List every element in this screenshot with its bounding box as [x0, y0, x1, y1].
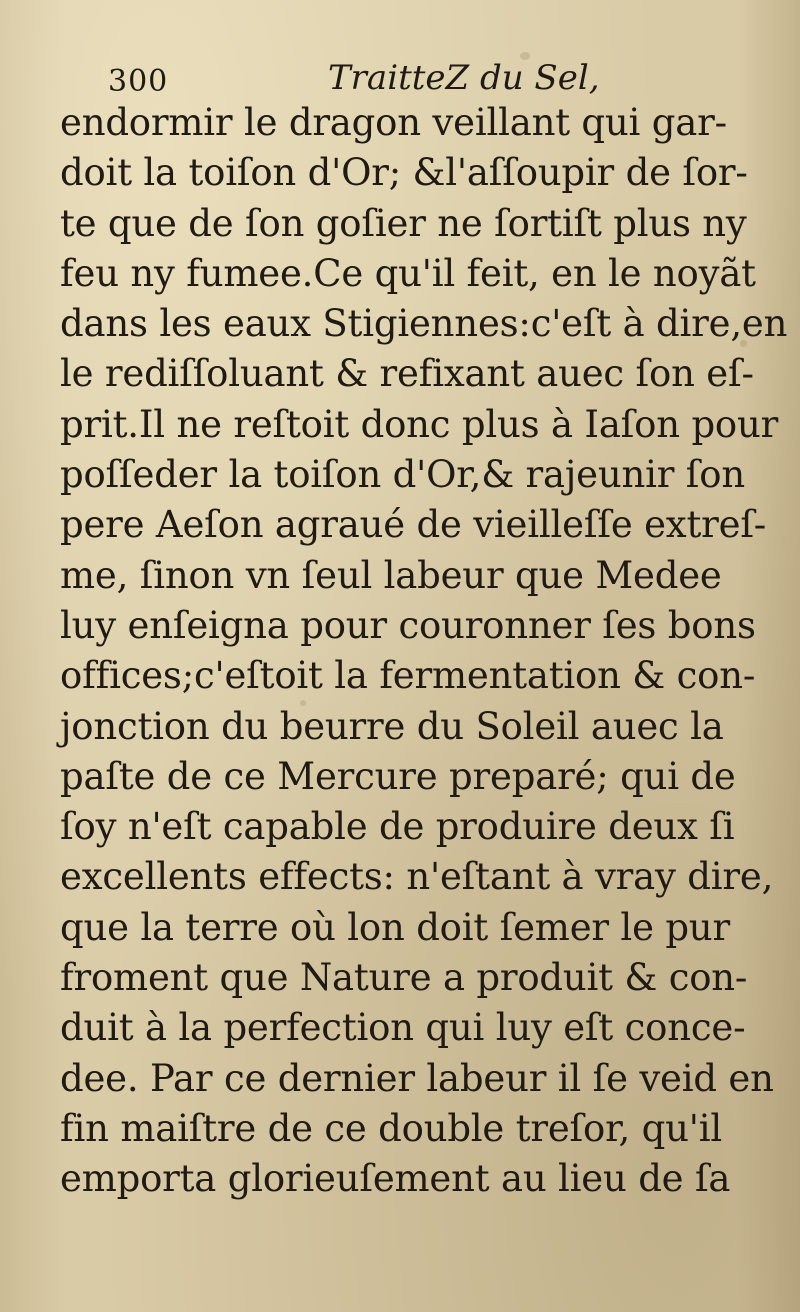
text-line: me, ſinon vn ſeul labeur que Medee — [60, 553, 722, 597]
text-line: froment que Nature a produit & con- — [60, 956, 748, 1000]
text-line: pere Aeſon agraué de vieilleſſe extreſ- — [60, 503, 767, 547]
page-header — [108, 58, 708, 102]
text-line: duit à la perfection qui luy eſt conce- — [60, 1006, 746, 1050]
text-line: endormir le dragon veillant qui gar- — [60, 101, 727, 144]
text-line: doit la toiſon d'Or; &l'aſſoupir de ſor- — [60, 151, 748, 195]
text-line: fin maiſtre de ce double treſor, qu'il — [60, 1106, 723, 1150]
body-text — [60, 98, 788, 1205]
text-line: ſoy n'eſt capable de produire deux ſi — [60, 805, 735, 849]
page-number: 300 — [108, 64, 169, 99]
text-line: dee. Par ce dernier labeur il ſe veid en — [60, 1056, 774, 1100]
text-line: luy enſeigna pour couronner ſes bons — [60, 603, 756, 647]
text-line: jonction du beurre du Soleil auec la — [60, 704, 724, 748]
running-head: TraitteZ du Sel, — [328, 58, 600, 98]
text-line: dans les eaux Stigiennes:c'eſt à dire,en — [60, 302, 788, 346]
text-line: le rediſſoluant & refixant auec ſon eſ- — [60, 352, 754, 396]
text-line: offices;c'eſtoit la fermentation & con- — [60, 654, 756, 698]
text-line: te que de ſon goſier ne ſortiſt plus ny — [60, 201, 747, 245]
text-line: poſſeder la toiſon d'Or,& rajeunir ſon — [60, 453, 745, 497]
text-line: prit.Il ne reſtoit donc plus à Iaſon pour — [60, 402, 779, 446]
text-line: excellents effects: n'eſtant à vray dire, — [60, 855, 774, 899]
text-line: emporta glorieuſement au lieu de ſa — [60, 1157, 731, 1201]
text-line: feu ny fumee.Ce qu'il feit, en le noyãt — [60, 251, 756, 295]
text-line: paſte de ce Mercure preparé; qui de — [60, 754, 736, 798]
text-line: que la terre où lon doit ſemer le pur — [60, 905, 730, 949]
